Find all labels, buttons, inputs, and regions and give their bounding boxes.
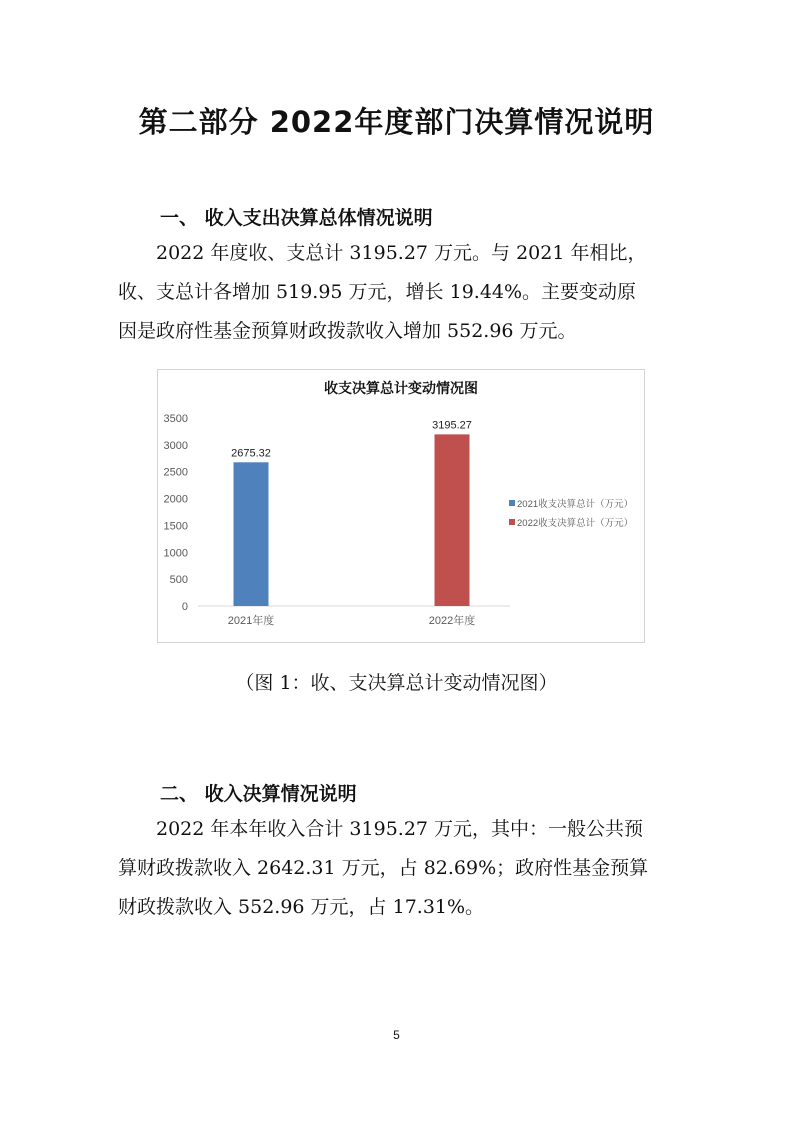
data-label: 3195.27 [432, 419, 472, 432]
y-axis-ticks [164, 413, 188, 613]
chart-canvas [158, 370, 644, 642]
y-tick-label: 2500 [163, 466, 188, 479]
paragraph-line: 算财政拨款收入 2642.31 万元，占 82.69%；政府性基金预算 [118, 857, 649, 879]
chart-legend [509, 498, 633, 529]
paragraph-line: 2022 年度收、支总计 3195.27 万元。与 2021 年相比， [156, 242, 647, 264]
x-tick-label: 2022年度 [428, 615, 476, 627]
legend-swatch [509, 500, 515, 506]
section-heading-income: 二、 收入决算情况说明 [160, 783, 357, 805]
legend-label: 2021收支决算总计（万元） [517, 499, 634, 510]
legend-label: 2022收支决算总计（万元） [517, 518, 634, 529]
bar-series [228, 419, 475, 627]
bar-2022年度 [435, 434, 470, 606]
y-tick-label: 0 [181, 601, 188, 613]
paragraph-line: 因是政府性基金预算财政拨款收入增加 552.96 万元。 [118, 320, 577, 342]
y-tick-label: 2000 [163, 493, 188, 506]
section-1-paragraph [118, 234, 678, 351]
data-label: 2675.32 [231, 447, 271, 460]
legend-swatch [509, 519, 515, 525]
section-2-paragraph [118, 810, 678, 927]
y-tick-label: 3000 [163, 439, 188, 452]
y-tick-label: 1000 [163, 547, 188, 560]
paragraph-line: 收、支总计各增加 519.95 万元，增长 19.44%。主要变动原 [118, 281, 637, 303]
chart-title: 收支决算总计变动情况图 [324, 381, 478, 397]
paragraph-line: 财政拨款收入 552.96 万元，占 17.31%。 [118, 896, 485, 918]
section-heading-income-expenditure: 一、 收入支出决算总体情况说明 [160, 207, 433, 229]
page-number: 5 [393, 1028, 400, 1042]
x-tick-label: 2021年度 [227, 615, 275, 627]
paragraph-line: 2022 年本年收入合计 3195.27 万元，其中：一般公共预 [156, 818, 644, 840]
page-title: 第二部分 2022年度部门决算情况说明 [138, 105, 655, 139]
figure-caption: （图 1：收、支决算总计变动情况图） [235, 672, 558, 694]
bar-2021年度 [234, 462, 269, 606]
y-tick-label: 3500 [163, 413, 188, 425]
y-tick-label: 1500 [163, 520, 188, 533]
income-expenditure-chart [157, 369, 645, 643]
y-tick-label: 500 [169, 574, 188, 587]
